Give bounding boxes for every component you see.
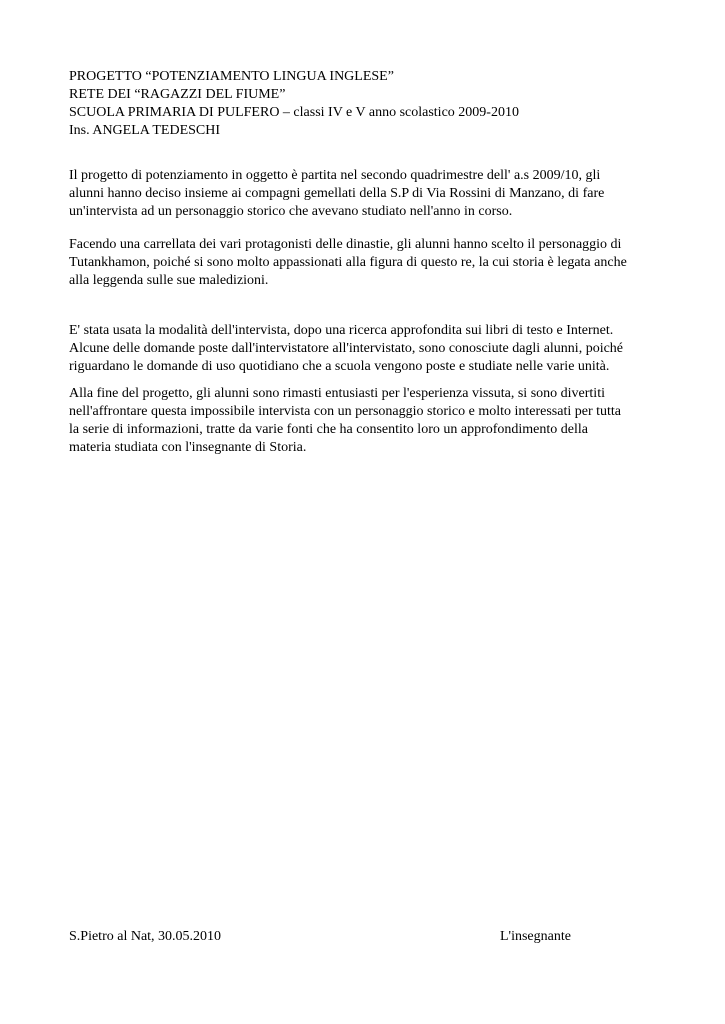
signature-label: L'insegnante: [500, 929, 571, 944]
paragraph-line: alla leggenda sulle sue maledizioni.: [69, 273, 269, 288]
paragraph-line: materia studiata con l'insegnante di Storia.: [69, 440, 307, 455]
paragraph-intro: [69, 167, 659, 221]
paragraph-character-choice: [69, 236, 659, 290]
paragraph-line: Alcune delle domande poste dall'intervistatore all'intervistato, sono conosciute dagli alunni, poiché: [69, 341, 624, 356]
paragraph-line: Tutankhamon, poiché si sono molto appassionati alla figura di questo re, la cui storia è legata anche: [69, 255, 627, 270]
paragraph-line: riguardano le domande di uso quotidiano che a scuola vengono poste e studiate nelle varie unità.: [69, 359, 610, 374]
school-info: SCUOLA PRIMARIA DI PULFERO – classi IV e V anno scolastico 2009-2010: [69, 105, 519, 120]
paragraph-line: alunni hanno deciso insieme ai compagni gemellati della S.P di Via Rossini di Manzano, di fare: [69, 186, 605, 201]
paragraph-methodology: [69, 322, 659, 376]
network-name: RETE DEI “RAGAZZI DEL FIUME”: [69, 87, 286, 102]
paragraph-line: Il progetto di potenziamento in oggetto è partita nel secondo quadrimestre dell' a.s 2009/10, gli: [69, 168, 601, 183]
paragraph-line: Facendo una carrellata dei vari protagonisti delle dinastie, gli alunni hanno scelto il personaggio di: [69, 237, 622, 252]
project-title: PROGETTO “POTENZIAMENTO LINGUA INGLESE”: [69, 69, 394, 84]
paragraph-line: la serie di informazioni, tratte da varie fonti che ha consentito loro un approfondimento della: [69, 422, 588, 437]
paragraph-line: Alla fine del progetto, gli alunni sono rimasti entusiasti per l'esperienza vissuta, si sono divertiti: [69, 386, 605, 401]
document-header: [69, 68, 519, 140]
paragraph-line: E' stata usata la modalità dell'intervista, dopo una ricerca approfondita sui libri di testo e Internet.: [69, 323, 614, 338]
paragraph-conclusion: [69, 385, 659, 457]
teacher-name: Ins. ANGELA TEDESCHI: [69, 123, 221, 138]
paragraph-line: nell'affrontare questa impossibile intervista con un personaggio storico e molto interessati per tutta: [69, 404, 622, 419]
place-date: S.Pietro al Nat, 30.05.2010: [69, 929, 222, 944]
paragraph-line: un'intervista ad un personaggio storico che avevano studiato nell'anno in corso.: [69, 204, 513, 219]
